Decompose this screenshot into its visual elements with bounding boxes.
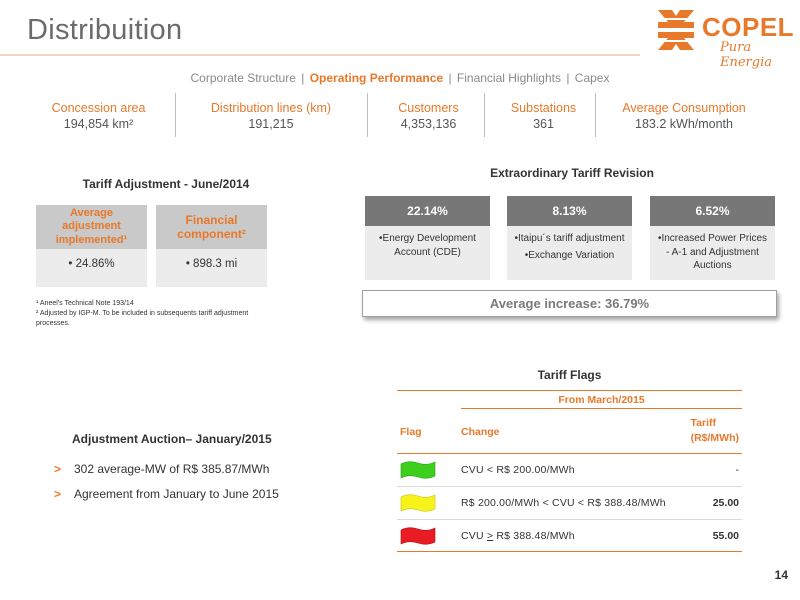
etr-item: •Exchange Variation — [524, 249, 615, 261]
etr-item: •Energy Development Account (CDE) — [379, 233, 476, 258]
tariff-adjustment-title: Tariff Adjustment - June/2014 — [82, 177, 250, 191]
tariff-cell: 55.00 — [712, 530, 739, 542]
copel-logo — [654, 6, 795, 70]
footnote-2: ² Adjusted by IGP-M. To be included in subsequents tariff adjustment processes. — [36, 310, 249, 328]
kpi-distribution-lines — [196, 101, 346, 131]
box-value: • 24.86% — [68, 258, 115, 270]
kpi-value: 183.2 kWh/month — [635, 117, 733, 131]
change-cell — [461, 530, 575, 542]
auction-title: Adjustment Auction– January/2015 — [72, 432, 272, 446]
box-value: • 898.3 mi — [185, 258, 238, 270]
average-increase-box: Average increase: 36.79% — [362, 290, 777, 317]
kpi-value: 191,215 — [248, 117, 294, 131]
tariff-flags-table — [397, 368, 742, 552]
etr-box-cde — [365, 196, 490, 280]
change-suffix: R$ 388.48/MWh — [493, 530, 575, 542]
tariff-flags-title: Tariff Flags — [537, 368, 602, 382]
kpi-concession-area — [36, 101, 161, 131]
table-header-row — [397, 409, 742, 453]
etr-percentage: 22.14% — [365, 196, 490, 226]
nav-capex[interactable]: Capex — [574, 71, 610, 85]
box-heading: Average adjustment implemented¹ — [36, 205, 147, 249]
kpi-divider — [367, 93, 368, 137]
kpi-label: Customers — [398, 101, 459, 115]
section-nav — [0, 71, 800, 85]
etr-box-itaipu — [507, 196, 632, 280]
logo-tagline: Pura Energia — [720, 40, 772, 70]
logo-wordmark: COPEL — [702, 12, 795, 42]
nav-separator: | — [566, 71, 570, 85]
etr-item: •Increased Power Prices - A-1 and Adjustment Auctions — [657, 233, 768, 271]
etr-percentage: 8.13% — [507, 196, 632, 226]
kpi-customers — [381, 101, 476, 131]
nav-separator: | — [448, 71, 452, 85]
kpi-divider — [175, 93, 176, 137]
auction-bullet — [54, 487, 279, 501]
page-number: 14 — [774, 568, 788, 582]
box-heading: Financial component² — [156, 205, 267, 249]
etr-item: •Itaipu´s tariff adjustment — [514, 233, 625, 244]
change-cell: CVU < R$ 200.00/MWh — [461, 464, 575, 476]
kpi-divider — [595, 93, 596, 137]
kpi-label: Substations — [510, 101, 577, 115]
etr-box-power-prices — [650, 196, 775, 280]
col-change: Change — [461, 426, 500, 438]
col-tariff-line1: Tariff — [690, 417, 716, 429]
col-tariff-line2: (R$/MWh) — [690, 432, 739, 444]
bullet-arrow-icon: > — [54, 487, 62, 501]
kpi-divider — [484, 93, 485, 137]
page-title: Distribuition — [27, 14, 183, 46]
tariff-cell: - — [735, 464, 739, 476]
financial-component-box — [156, 205, 267, 287]
kpi-label: Concession area — [51, 101, 146, 115]
table-row — [397, 519, 742, 552]
from-date-header: From March/2015 — [558, 394, 645, 406]
kpi-label: Average Consumption — [622, 101, 746, 115]
red-flag-icon — [400, 526, 436, 546]
green-flag-icon — [400, 460, 436, 480]
footnote-1: ¹ Aneel's Technical Note 193/14 — [36, 300, 134, 307]
kpi-average-consumption — [614, 101, 754, 131]
nav-separator: | — [301, 71, 305, 85]
change-prefix: CVU — [461, 530, 487, 542]
extraordinary-revision-title: Extraordinary Tariff Revision — [490, 166, 654, 180]
tariff-cell: 25.00 — [712, 497, 739, 509]
etr-description — [365, 226, 490, 259]
kpi-strip — [36, 101, 766, 139]
footnotes — [36, 299, 268, 329]
change-cell: R$ 200.00/MWh < CVU < R$ 388.48/MWh — [461, 497, 666, 509]
kpi-value: 361 — [533, 117, 554, 131]
table-row — [397, 486, 742, 519]
bullet-text: Agreement from January to June 2015 — [74, 487, 279, 501]
etr-description — [650, 226, 775, 273]
auction-bullet — [54, 462, 269, 476]
etr-description — [507, 226, 632, 262]
kpi-substations — [496, 101, 591, 131]
bullet-arrow-icon: > — [54, 462, 62, 476]
nav-operating-performance[interactable]: Operating Performance — [309, 71, 444, 85]
copel-logo-icon — [654, 6, 698, 50]
bullet-text: 302 average-MW of R$ 385.87/MWh — [74, 462, 270, 476]
change-operator: > — [486, 530, 494, 542]
yellow-flag-icon — [400, 493, 436, 513]
kpi-value: 4,353,136 — [400, 117, 457, 131]
kpi-value: 194,854 km² — [63, 117, 134, 131]
table-row — [397, 453, 742, 486]
title-divider — [0, 54, 640, 56]
etr-percentage: 6.52% — [650, 196, 775, 226]
kpi-label: Distribution lines (km) — [210, 101, 332, 115]
nav-corporate-structure[interactable]: Corporate Structure — [190, 71, 296, 85]
avg-adjustment-box — [36, 205, 147, 287]
nav-financial-highlights[interactable]: Financial Highlights — [456, 71, 561, 85]
col-flag: Flag — [400, 426, 422, 438]
